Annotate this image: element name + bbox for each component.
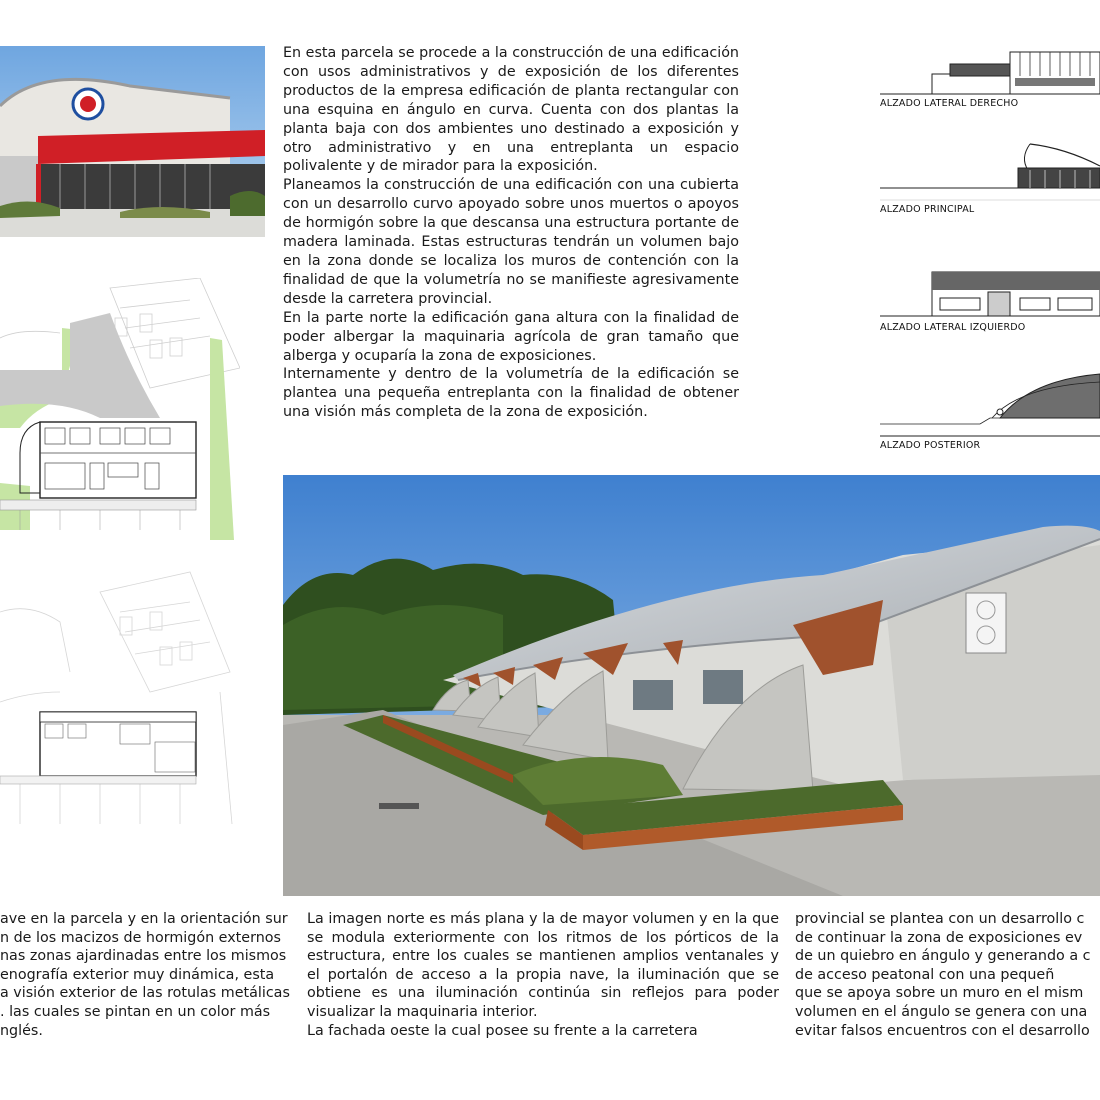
elevation-rear — [880, 372, 1100, 451]
col3-line-3: de un quiebro en ángulo y generando a c — [795, 948, 1091, 965]
col1-line-2: n de los macizos de hormigón externos — [0, 929, 281, 946]
intro-paragraph-4: Internamente y dentro de la volumetría de la edificación se plantea una pequeña entreplanta con la finalidad de obtener una visión más completa de la zona de exposición. — [283, 366, 739, 421]
photo-showroom-exterior — [0, 46, 265, 237]
elevation-left-label: ALZADO LATERAL IZQUIERDO — [880, 322, 1026, 333]
elevation-left-drawing — [880, 268, 1100, 320]
col1-line-7: nglés. — [0, 1022, 43, 1039]
elevation-front-label: ALZADO PRINCIPAL — [880, 204, 975, 215]
elevation-rear-drawing — [880, 372, 1100, 438]
elevation-front — [880, 138, 1100, 215]
elevation-right-drawing — [880, 46, 1100, 96]
col1-line-4: enografía exterior muy dinámica, esta — [0, 966, 275, 983]
intro-paragraph-1: En esta parcela se procede a la construcción de una edificación con usos administrativos y de exposición de los diferentes productos de la empresa edificación de planta rectangular con una esquina en ángulo en curva. Cuenta con dos plantas la planta baja con dos ambientes uno destinado a exposición y otro administrativo y en una entreplanta un espacio polivalente y de mirador para la exposición. — [283, 45, 739, 175]
bottom-text-column-3 — [795, 910, 1100, 1040]
intro-paragraph-3: En la parte norte la edificación gana altura con la finalidad de poder albergar la maquinaria agrícola de gran tamaño que alberga y ocuparía la zona de exposiciones. — [283, 309, 739, 364]
elevation-right-label: ALZADO LATERAL DERECHO — [880, 98, 1019, 109]
elevation-front-drawing — [880, 138, 1100, 202]
col3-line-1: provincial se plantea con un desarrollo c — [795, 911, 1085, 927]
col3-line-2: de continuar la zona de exposiciones ev — [795, 929, 1083, 946]
col1-line-6: . las cuales se pintan en un color más — [0, 1003, 271, 1020]
site-plan-ground-floor — [0, 278, 240, 548]
elevation-rear-label: ALZADO POSTERIOR — [880, 440, 981, 451]
col3-line-6: volumen en el ángulo se genera con una — [795, 1003, 1088, 1020]
col2-paragraph-2: La fachada oeste la cual posee su frente a la carretera — [307, 1022, 698, 1039]
intro-text — [283, 44, 739, 422]
elevation-right — [880, 46, 1100, 109]
col3-line-4: de acceso peatonal con una pequeñ — [795, 966, 1055, 983]
bottom-text-column-1 — [0, 910, 294, 1040]
elevation-left — [880, 268, 1100, 333]
photo-main-building — [283, 475, 1100, 896]
site-plan-mezzanine — [0, 562, 240, 832]
col1-line-1: ave en la parcela y en la orientación sur — [0, 911, 288, 927]
col1-line-5: a visión exterior de las rotulas metálicas — [0, 985, 290, 1002]
col3-line-7: evitar falsos encuentros con el desarrollo — [795, 1022, 1090, 1039]
col1-line-3: nas zonas ajardinadas entre los mismos — [0, 948, 287, 965]
bottom-text-column-2 — [307, 910, 779, 1040]
col2-paragraph-1: La imagen norte es más plana y la de mayor volumen y en la que se modula exteriormente con los ritmos de los pórticos de la estructura, entre los cuales se mantienen amplios ventanales y el portalón de acceso a la propia nave, la iluminación que se obtiene es una iluminación continúa sin reflejos para poder visualizar la maquinaria interior. — [307, 911, 779, 1020]
intro-paragraph-2: Planeamos la construcción de una edificación con una cubierta con un desarrollo curvo apoyado sobre unos muertos o apoyos de hormigón sobre la que descansa una estructura portante de madera laminada. Estas estructuras tendrán un volumen bajo en la zona donde se localiza los muros de contención con la finalidad de que la volumetría no se manifieste agresivamente desde la carretera provincial. — [283, 177, 739, 307]
col3-line-5: que se apoya sobre un muro en el mism — [795, 985, 1084, 1002]
